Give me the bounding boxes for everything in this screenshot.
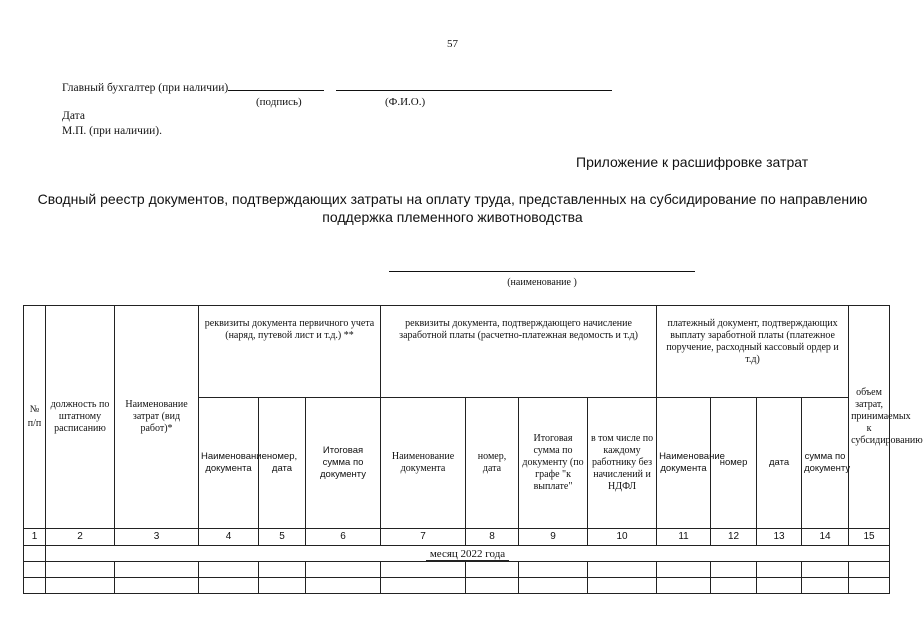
- header-payroll-per-employee: в том числе по каждому работнику без начислений и НДФЛ: [588, 398, 657, 529]
- header-cost-name: Наименование затрат (вид работ)*: [115, 306, 199, 529]
- document-title-line-2: поддержка племенного животноводства: [322, 209, 583, 225]
- col-number: 15: [849, 529, 890, 546]
- stamp-label: М.П. (при наличии).: [62, 125, 162, 137]
- col-number: 5: [259, 529, 306, 546]
- header-payment-doc-name: Наименование документа: [657, 398, 711, 529]
- header-payment-sum: сумма по документу: [802, 398, 849, 529]
- month-label: месяц 2022 года: [426, 548, 509, 561]
- organization-name-caption: (наименование ): [507, 277, 577, 288]
- header-primary-document-group: реквизиты документа первичного учета (наряд, путевой лист и т.д.) **: [199, 306, 381, 398]
- col-number: 1: [24, 529, 46, 546]
- month-row: [24, 546, 890, 562]
- col-number: 2: [46, 529, 115, 546]
- month-label-cell: [46, 546, 890, 562]
- chief-accountant-line: [62, 80, 612, 94]
- header-payment-document-group: платежный документ, подтверждающих выплату заработной платы (платежное поручение, расходный кассовый ордер и т.д): [657, 306, 849, 398]
- document-title-line-1: Сводный реестр документов, подтверждающих затраты на оплату труда, представленных на субсидирование по направлению: [37, 191, 868, 207]
- col-number: 9: [519, 529, 588, 546]
- fio-underline: [336, 80, 612, 91]
- header-position: должность по штатному расписанию: [46, 306, 115, 529]
- header-payroll-number-date: номер, дата: [466, 398, 519, 529]
- col-number: 13: [757, 529, 802, 546]
- header-payroll-doc-name: Наименование документа: [381, 398, 466, 529]
- col-number: 4: [199, 529, 259, 546]
- header-payment-number: номер: [711, 398, 757, 529]
- header-primary-doc-name: Наименование документа: [199, 398, 259, 529]
- table-row: [24, 578, 890, 594]
- table-row: [24, 562, 890, 578]
- col-number: 3: [115, 529, 199, 546]
- signature-caption: (подпись): [256, 96, 302, 108]
- header-volume: объем затрат, принимаемых к субсидированию: [849, 306, 890, 529]
- col-number: 7: [381, 529, 466, 546]
- column-number-row: [24, 529, 890, 546]
- col-number: 6: [306, 529, 381, 546]
- month-row-empty-cell: [24, 546, 46, 562]
- col-number: 8: [466, 529, 519, 546]
- col-number: 12: [711, 529, 757, 546]
- fio-caption: (Ф.И.О.): [385, 96, 426, 108]
- header-no: № п/п: [24, 306, 46, 529]
- page-number: 57: [447, 38, 458, 50]
- col-number: 11: [657, 529, 711, 546]
- appendix-title: Приложение к расшифровке затрат: [576, 154, 809, 170]
- registry-table: [23, 305, 923, 595]
- header-payroll-document-group: реквизиты документа, подтверждающего начисление заработной платы (расчетно-платежная ведомость и т.д): [381, 306, 657, 398]
- chief-accountant-label: Главный бухгалтер (при наличии): [62, 82, 229, 94]
- header-payroll-total: Итоговая сумма по документу (по графе "к выплате": [519, 398, 588, 529]
- header-payment-date: дата: [757, 398, 802, 529]
- header-primary-number-date: номер, дата: [259, 398, 306, 529]
- col-number: 14: [802, 529, 849, 546]
- date-label: Дата: [62, 110, 85, 122]
- header-primary-total: Итоговая сумма по документу: [306, 398, 381, 529]
- organization-name-line: [389, 271, 695, 272]
- col-number: 10: [588, 529, 657, 546]
- signature-underline: [228, 80, 324, 91]
